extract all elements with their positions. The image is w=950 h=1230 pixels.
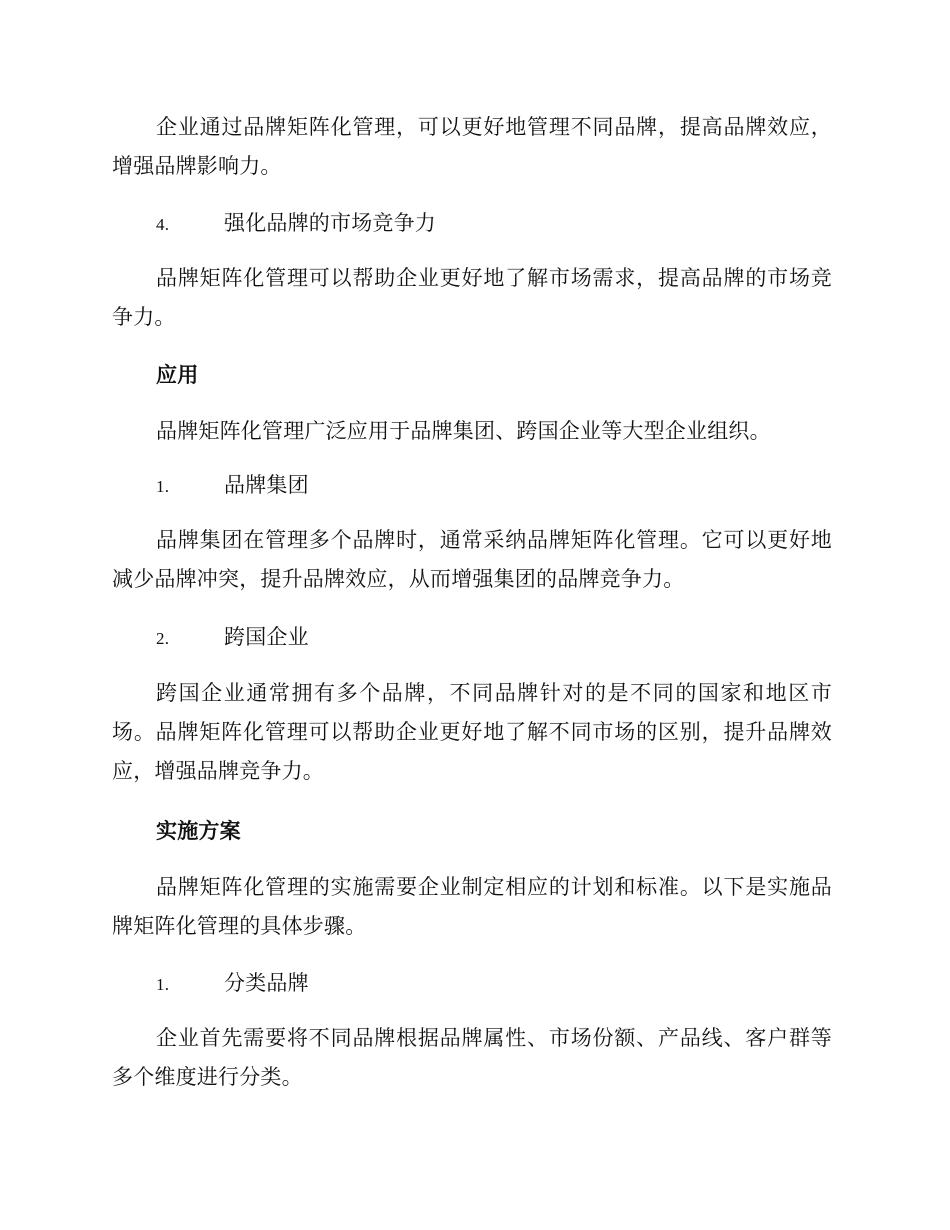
list-text: 强化品牌的市场竞争力: [224, 211, 436, 235]
list-item-classify-brands: [112, 964, 876, 1004]
paragraph-market-demand: 品牌矩阵化管理可以帮助企业更好地了解市场需求，提高品牌的市场竞争力。: [112, 266, 832, 329]
list-item-brand-group: [112, 466, 876, 506]
list-item-multinational: [112, 618, 876, 658]
paragraph-brand-matrix-benefit: 企业通过品牌矩阵化管理，可以更好地管理不同品牌，提高品牌效应，增强品牌影响力。: [112, 115, 832, 178]
paragraph-classify-brands: 企业首先需要将不同品牌根据品牌属性、市场份额、产品线、客户群等多个维度进行分类。: [112, 1026, 832, 1089]
list-number: 2.: [156, 629, 170, 648]
paragraph-implementation-intro: 品牌矩阵化管理的实施需要企业制定相应的计划和标准。以下是实施品牌矩阵化管理的具体步骤。: [112, 875, 832, 938]
list-text: 分类品牌: [224, 971, 309, 995]
paragraph-brand-group: 品牌集团在管理多个品牌时，通常采纳品牌矩阵化管理。它可以更好地减少品牌冲突，提升品牌效应，从而增强集团的品牌竞争力。: [112, 528, 832, 591]
list-text: 跨国企业: [224, 625, 309, 649]
paragraph-application-scope: 品牌矩阵化管理广泛应用于品牌集团、跨国企业等大型企业组织。: [156, 419, 771, 443]
list-number: 4.: [156, 215, 170, 234]
paragraph-multinational: 跨国企业通常拥有多个品牌，不同品牌针对的是不同的国家和地区市场。品牌矩阵化管理可以帮助企业更好地了解不同市场的区别，提升品牌效应，增强品牌竞争力。: [112, 681, 832, 783]
list-number: 1.: [156, 477, 170, 496]
section-heading-application: 应用: [156, 363, 199, 387]
list-text: 品牌集团: [224, 473, 309, 497]
list-number: 1.: [156, 975, 170, 994]
list-item-strengthen-competitiveness: [112, 204, 876, 244]
section-heading-implementation: 实施方案: [156, 819, 241, 843]
